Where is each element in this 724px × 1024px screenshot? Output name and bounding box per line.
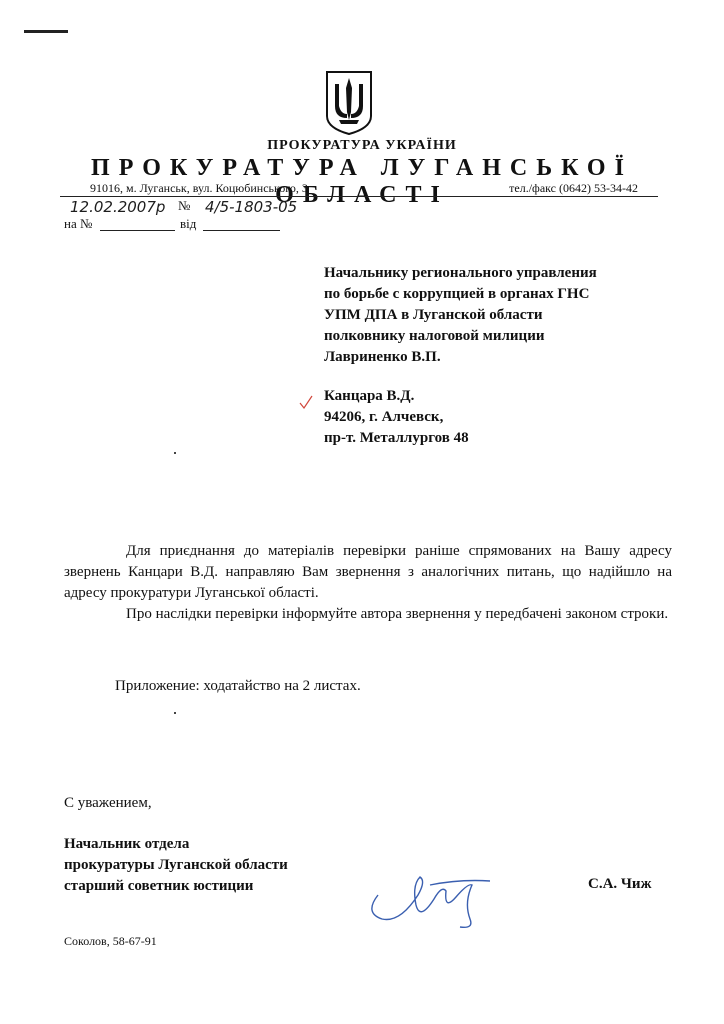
handwritten-number: 4/5-1803-05: [205, 198, 298, 216]
corner-mark: [24, 30, 68, 33]
reference-number-line: [100, 230, 175, 231]
recipient-block: [324, 263, 684, 368]
recipient-line: по борьбе с коррупцией в органах ГНС: [324, 286, 590, 302]
office-phone: тел./факс (0642) 53-34-42: [509, 181, 638, 195]
body-paragraph-1: Для приєднання до матеріалів перевірки раніше спрямованих на Вашу адресу звернень Канцари В.Д. направляю Вам звернення з аналогічних питань, що надійшло на адресу прокуратури Луганської області.: [64, 543, 672, 601]
sender-line: Канцара В.Д.: [324, 388, 415, 404]
signer-name: С.А. Чиж: [588, 876, 652, 892]
executor-note: Соколов, 58-67-91: [64, 934, 157, 948]
ministry-title: ПРОКУРАТУРА УКРАЇНИ: [267, 138, 457, 153]
sender-line: пр-т. Металлургов 48: [324, 430, 469, 446]
reference-date-label: від: [180, 216, 197, 231]
recipient-line: Начальнику регионального управления: [324, 265, 597, 281]
signer-line: Начальник отдела: [64, 836, 190, 852]
signer-block: [64, 834, 288, 897]
recipient-line: полковнику налоговой милиции: [324, 328, 545, 344]
header-divider: [60, 196, 658, 197]
signer-line: прокуратуры Луганской области: [64, 857, 288, 873]
handwritten-date: 12.02.2007р: [70, 198, 166, 216]
number-sign-label: №: [178, 198, 191, 213]
sender-line: 94206, г. Алчевск,: [324, 409, 444, 425]
reference-date-line: [203, 230, 280, 231]
handwritten-signature: [360, 855, 520, 935]
trident-emblem-icon: [325, 70, 373, 136]
recipient-line: Лавриненко В.П.: [324, 349, 441, 365]
recipient-line: УПМ ДПА в Луганской области: [324, 307, 543, 323]
office-address: 91016, м. Луганськ, вул. Коцюбинського, 3: [90, 181, 308, 195]
signer-line: старший советник юстиции: [64, 878, 254, 894]
sender-block: [324, 386, 469, 449]
reference-number-label: на №: [64, 216, 93, 231]
closing-regards: С уважением,: [64, 795, 152, 811]
body-paragraph-2: Про наслідки перевірки інформуйте автора звернення у передбачені законом строки.: [126, 606, 669, 622]
scan-dot: [174, 452, 176, 454]
scan-dot: [174, 712, 176, 714]
attachment-note: Приложение: ходатайство на 2 листах.: [115, 678, 361, 694]
office-title: ПРОКУРАТУРА ЛУГАНСЬКОЇ ОБЛАСТІ: [91, 155, 633, 208]
check-mark-icon: [298, 394, 314, 410]
